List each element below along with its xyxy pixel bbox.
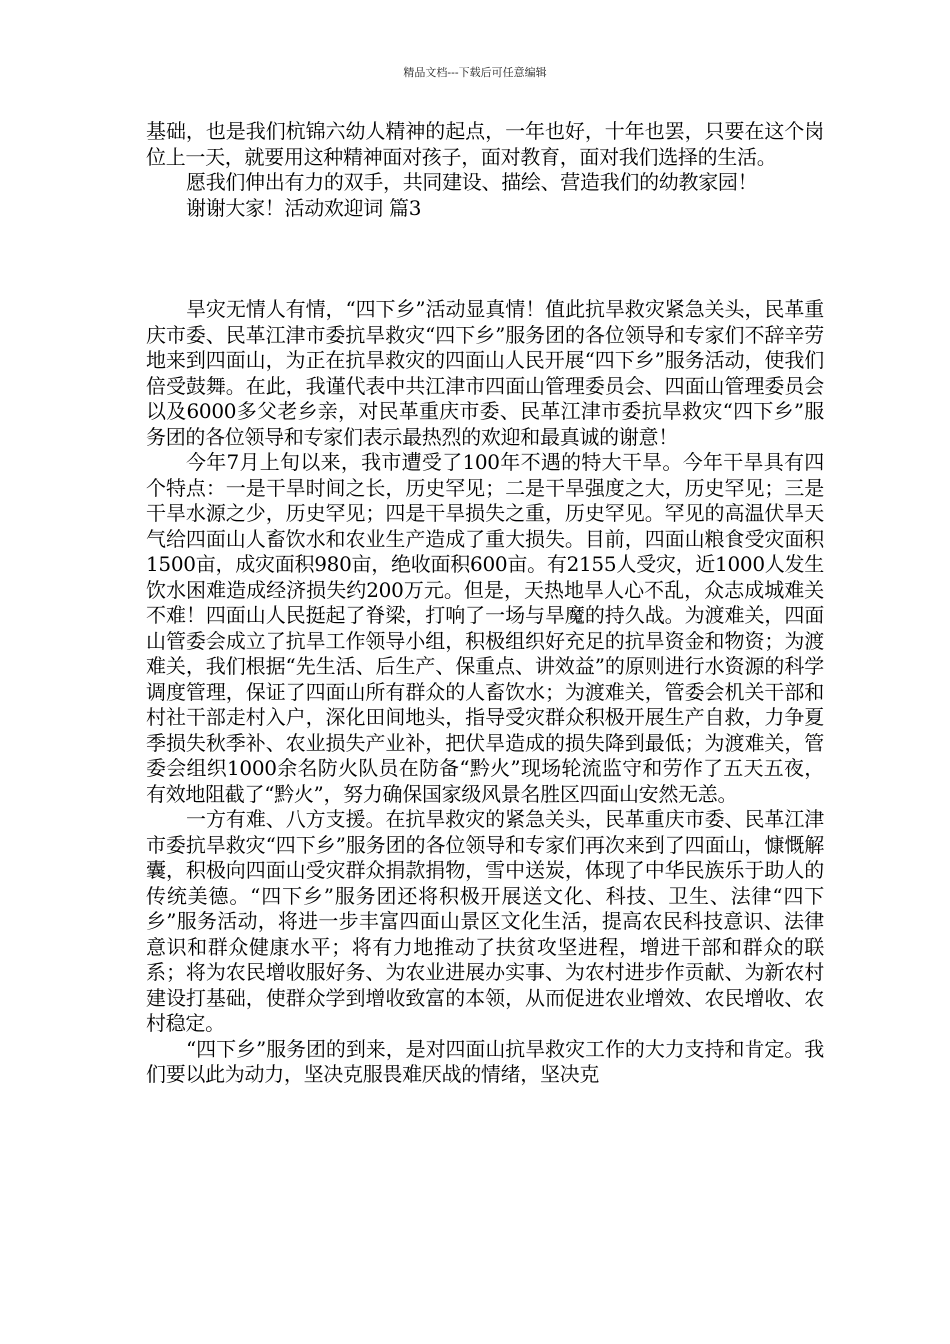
paragraph-wish: 愿我们伸出有力的双手，共同建设、描绘、营造我们的幼教家园！	[186, 170, 758, 194]
section-heading: 谢谢大家！活动欢迎词 篇3	[186, 195, 422, 220]
paragraph-welcome: 旱灾无情人有情，“四下乡”活动显真情！值此抗旱救灾紧急关头，民革重庆市委、民革江津市委抗旱救灾“四下乡”服务团的各位领导和专家们不辞辛劳地来到四面山，为正在抗旱救灾的四面山人民开展“四下乡”服务活动，使我们倍受鼓舞。在此，我谨代表中共江津市四面山管理委员会、四面山管理委员会以及6000多父老乡亲，对民革重庆市委、民革江津市委抗旱救灾“四下乡”服务团的各位领导和专家们表示最热烈的欢迎和最真诚的谢意！	[146, 297, 824, 449]
paragraph-support: 一方有难、八方支援。在抗旱救灾的紧急关头，民革重庆市委、民革江津市委抗旱救灾“四下乡”服务团的各位领导和专家们再次来到了四面山，慷慨解囊，积极向四面山受灾群众捐款捐物，雪中送炭，体现了中华民族乐于助人的传统美德。“四下乡”服务团还将积极开展送文化、科技、卫生、法律“四下乡”服务活动，将进一步丰富四面山景区文化生活，提高农民科技意识、法律意识和群众健康水平；将有力地推动了扶贫攻坚进程，增进干部和群众的联系；将为农民增收服好务、为农业进展办实事、为农村进步作贡献、为新农村建设打基础，使群众学到增收致富的本领，从而促进农业增效、农民增收、农村稳定。	[146, 807, 824, 1035]
page-header: 精品文档---下载后可任意编辑	[403, 66, 547, 79]
document-body	[146, 119, 824, 1088]
paragraph-continuation: 基础，也是我们杭锦六幼人精神的起点，一年也好，十年也罢，只要在这个岗位上一天，就要用这种精神面对孩子，面对教育，面对我们选择的生活。	[146, 119, 824, 169]
paragraph-closing: “四下乡”服务团的到来，是对四面山抗旱救灾工作的大力支持和肯定。我们要以此为动力，坚决克服畏难厌战的情绪，坚决克	[146, 1036, 824, 1086]
section-gap	[146, 221, 824, 297]
paragraph-drought: 今年7月上旬以来，我市遭受了100年不遇的特大干旱。今年干旱具有四个特点：一是干旱时间之长，历史罕见；二是干旱强度之大，历史罕见；三是干旱水源之少，历史罕见；四是干旱损失之重，历史罕见。罕见的高温伏旱天气给四面山人畜饮水和农业生产造成了重大损失。目前，四面山粮食受灾面积1500亩，成灾面积980亩，绝收面积600亩。有2155人受灾，近1000人发生饮水困难造成经济损失约200万元。但是，天热地旱人心不乱，众志成城难关不难！四面山人民挺起了脊梁，打响了一场与旱魔的持久战。为渡难关，四面山管委会成立了抗旱工作领导小组，积极组织好充足的抗旱资金和物资；为渡难关，我们根据“先生活、后生产、保重点、讲效益”的原则进行水资源的科学调度管理，保证了四面山所有群众的人畜饮水；为渡难关，管委会机关干部和村社干部走村入户，深化田间地头，指导受灾群众积极开展生产自救，力争夏季损失秋季补、农业损失产业补，把伏旱造成的损失降到最低；为渡难关，管委会组织1000余名防火队员在防备“黔火”现场轮流监守和劳作了五天五夜，有效地阻截了“黔火”，努力确保国家级风景名胜区四面山安然无恙。	[146, 450, 824, 806]
